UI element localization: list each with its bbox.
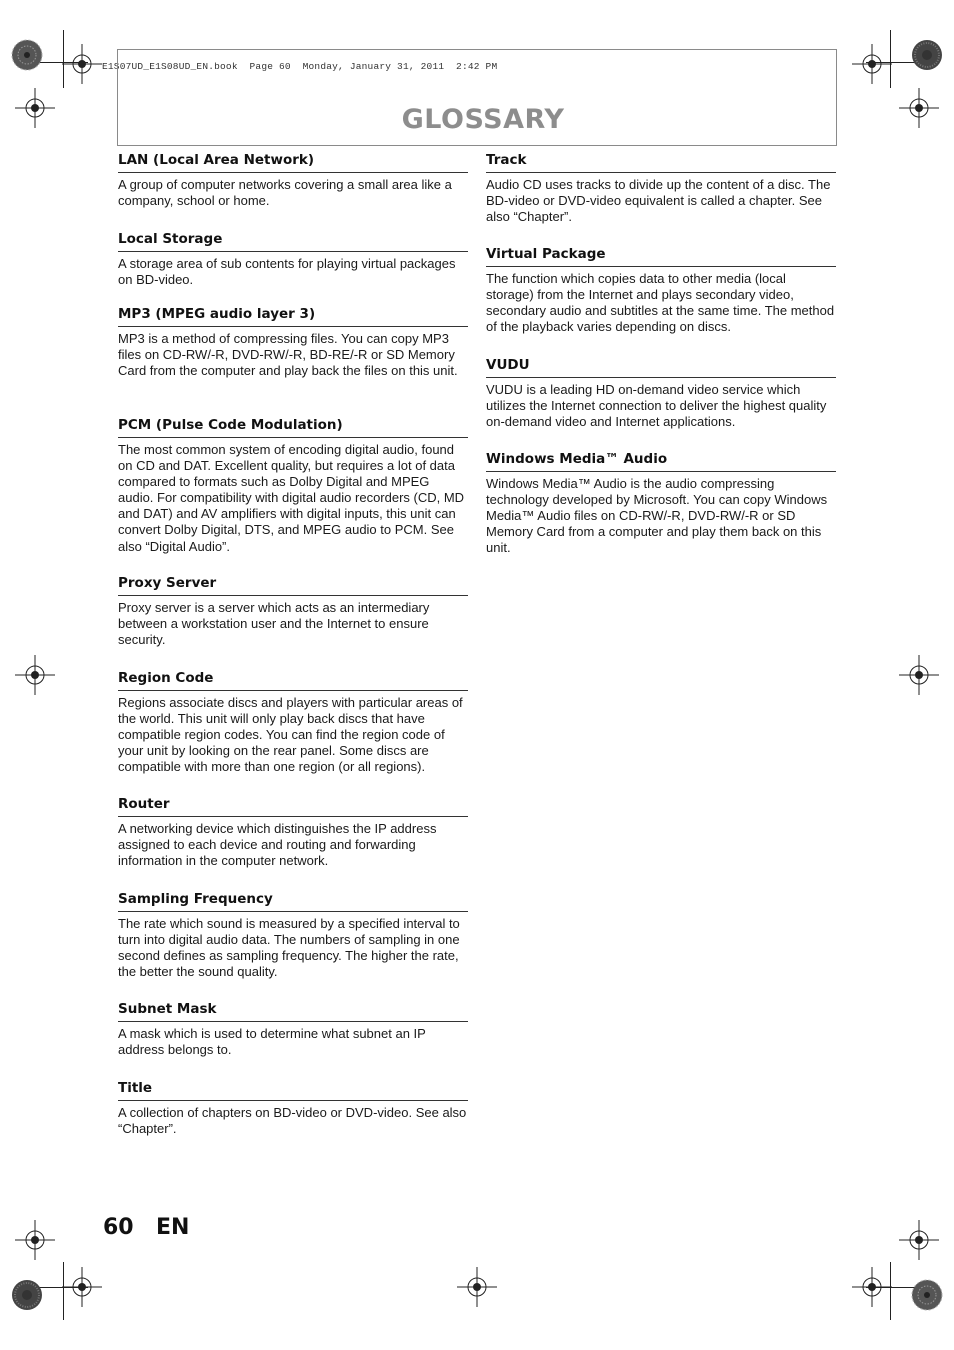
glossary-definition: The most common system of encoding digital audio, found on CD and DAT. Excellent quality, but requires a lot of data compared to formats such as Dolby Digital and MPEG audio. For compatibility with digital audio recorders (CD, MD and DAT) and AV amplifiers with digital inputs, this unit can convert Dolby Digital, DTS, and MPEG audio to PCM. See also “Digital Audio”. bbox=[118, 442, 465, 554]
glossary-entry-lan bbox=[118, 151, 468, 230]
glossary-definition: The function which copies data to other media (local storage) from the Internet and plays secondary video, secondary audio and subtitles at the same time. The method of the playback varies depending on discs. bbox=[486, 271, 835, 335]
calibration-disc-icon bbox=[10, 38, 44, 72]
glossary-definition: Windows Media™ Audio is the audio compressing technology developed by Microsoft. You can copy Windows Media™ Audio files on CD-RW/-R, DVD-RW/-R or SD Memory Card from a computer and play them back on this unit. bbox=[486, 476, 828, 556]
file-header: E1S07UD_E1S08UD_EN.book Page 60 Monday, January 31, 2011 2:42 PM bbox=[102, 61, 498, 72]
glossary-term: Windows Media™ Audio bbox=[486, 450, 836, 472]
calibration-disc-icon bbox=[910, 38, 944, 72]
glossary-term: Local Storage bbox=[118, 230, 468, 252]
page-language: EN bbox=[156, 1215, 190, 1240]
glossary-term: MP3 (MPEG audio layer 3) bbox=[118, 305, 468, 327]
glossary-term: Region Code bbox=[118, 669, 468, 691]
registration-mark-icon bbox=[852, 44, 892, 84]
glossary-entry-title bbox=[118, 1079, 468, 1139]
glossary-definition: A collection of chapters on BD-video or DVD-video. See also “Chapter”. bbox=[118, 1105, 467, 1137]
glossary-term: Subnet Mask bbox=[118, 1000, 468, 1022]
page-title: GLOSSARY bbox=[401, 104, 565, 135]
registration-mark-icon bbox=[899, 88, 939, 128]
glossary-term: LAN (Local Area Network) bbox=[118, 151, 468, 173]
glossary-entry-track bbox=[486, 151, 836, 245]
registration-mark-icon bbox=[852, 1267, 892, 1307]
glossary-term: Virtual Package bbox=[486, 245, 836, 267]
glossary-entry-local-storage bbox=[118, 230, 468, 305]
registration-mark-icon bbox=[62, 44, 102, 84]
glossary-definition: Regions associate discs and players with particular areas of the world. This unit will only play back discs that have compatible region codes. You can find the region code of your unit by looking on the rear panel. Some discs are compatible with more than one region (or all regions). bbox=[118, 695, 463, 775]
glossary-term: Title bbox=[118, 1079, 468, 1101]
registration-mark-icon bbox=[15, 88, 55, 128]
glossary-definition: The rate which sound is measured by a specified interval to turn into digital audio data. The numbers of sampling in one second defines as sampling frequency. The higher the rate, the better the sound quality. bbox=[118, 916, 460, 980]
glossary-entry-proxy-server bbox=[118, 574, 468, 669]
calibration-disc-icon bbox=[910, 1278, 944, 1312]
glossary-entry-subnet-mask bbox=[118, 1000, 468, 1079]
glossary-term: Proxy Server bbox=[118, 574, 468, 596]
glossary-term: Track bbox=[486, 151, 836, 173]
calibration-disc-icon bbox=[10, 1278, 44, 1312]
registration-mark-icon bbox=[899, 655, 939, 695]
glossary-definition: Audio CD uses tracks to divide up the content of a disc. The BD-video or DVD-video equivalent is called a chapter. See also “Chapter”. bbox=[486, 177, 831, 225]
glossary-definition: MP3 is a method of compressing files. You can copy MP3 files on CD-RW/-R, DVD-RW/-R, BD-RE/-R or SD Memory Card from the computer and play back the files on this unit. bbox=[118, 331, 458, 379]
glossary-entry-windows-media-audio bbox=[486, 450, 836, 560]
glossary-right-column bbox=[486, 151, 836, 560]
glossary-definition: A storage area of sub contents for playing virtual packages on BD-video. bbox=[118, 256, 456, 288]
glossary-term: VUDU bbox=[486, 356, 836, 378]
glossary-entry-mp3 bbox=[118, 305, 468, 416]
page-number: 60 bbox=[103, 1215, 134, 1240]
glossary-term: Sampling Frequency bbox=[118, 890, 468, 912]
glossary-entry-sampling-frequency bbox=[118, 890, 468, 1000]
registration-mark-icon bbox=[62, 1267, 102, 1307]
glossary-definition: A group of computer networks covering a small area like a company, school or home. bbox=[118, 177, 452, 209]
glossary-entry-vudu bbox=[486, 356, 836, 450]
glossary-term: PCM (Pulse Code Modulation) bbox=[118, 416, 468, 438]
glossary-left-column bbox=[118, 151, 468, 1139]
glossary-definition: VUDU is a leading HD on-demand video service which utilizes the Internet connection to deliver the highest quality on-demand video and Internet applications. bbox=[486, 382, 827, 430]
glossary-definition: A mask which is used to determine what subnet an IP address belongs to. bbox=[118, 1026, 426, 1058]
glossary-term: Router bbox=[118, 795, 468, 817]
glossary-entry-virtual-package bbox=[486, 245, 836, 356]
glossary-entry-router bbox=[118, 795, 468, 890]
glossary-definition: A networking device which distinguishes the IP address assigned to each device and routing and forwarding information in the computer network. bbox=[118, 821, 437, 869]
registration-mark-icon bbox=[899, 1220, 939, 1260]
glossary-entry-region-code bbox=[118, 669, 468, 795]
glossary-entry-pcm bbox=[118, 416, 468, 574]
glossary-definition: Proxy server is a server which acts as an intermediary between a workstation user and the Internet to ensure security. bbox=[118, 600, 430, 648]
registration-mark-icon bbox=[15, 1220, 55, 1260]
registration-mark-icon bbox=[15, 655, 55, 695]
registration-mark-icon bbox=[457, 1267, 497, 1307]
